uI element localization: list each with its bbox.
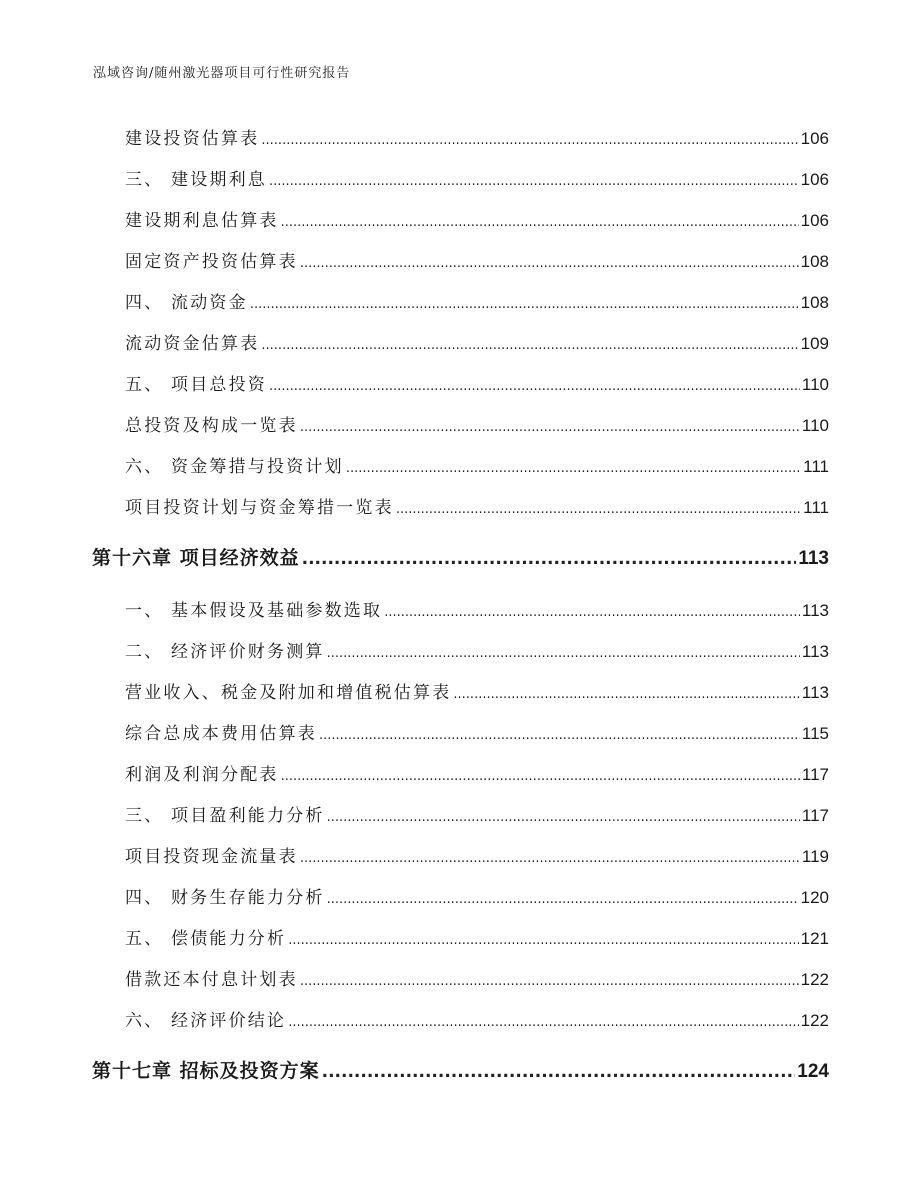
toc-entry[interactable] bbox=[125, 678, 829, 703]
toc-leader-dots bbox=[346, 461, 801, 476]
toc-leader-dots bbox=[281, 215, 799, 230]
toc-leader-dots bbox=[302, 549, 797, 569]
toc-chapter-entry[interactable] bbox=[92, 1056, 829, 1083]
toc-entry-page: 106 bbox=[800, 129, 829, 148]
toc-entry-title: 建设投资估算表 bbox=[125, 129, 260, 149]
toc-entry[interactable] bbox=[125, 370, 829, 395]
toc-leader-dots bbox=[327, 810, 800, 825]
toc-entry-title: 六、 资金筹措与投资计划 bbox=[125, 457, 344, 477]
toc-leader-dots bbox=[300, 420, 800, 435]
toc-entry-title: 三、 项目盈利能力分析 bbox=[125, 806, 325, 826]
toc-entry-title: 借款还本付息计划表 bbox=[125, 970, 298, 990]
toc-entry-page: 108 bbox=[800, 252, 829, 271]
toc-entry-title: 六、 经济评价结论 bbox=[125, 1011, 287, 1031]
toc-entry[interactable] bbox=[125, 206, 829, 231]
toc-entry[interactable] bbox=[125, 124, 829, 149]
toc-leader-dots bbox=[300, 851, 800, 866]
toc-entry-title: 三、 建设期利息 bbox=[125, 170, 268, 190]
toc-entry-title: 五、 项目总投资 bbox=[125, 375, 268, 395]
toc-entry[interactable] bbox=[125, 411, 829, 436]
running-header: 泓域咨询/随州激光器项目可行性研究报告 bbox=[93, 66, 351, 81]
toc-entry-page: 120 bbox=[800, 888, 829, 907]
toc-entry[interactable] bbox=[125, 452, 829, 477]
toc-leader-dots bbox=[261, 338, 798, 353]
toc-entry-title: 营业收入、税金及附加和增值税估算表 bbox=[125, 683, 452, 703]
toc-entry-title: 一、 基本假设及基础参数选取 bbox=[125, 601, 383, 621]
toc-entry-page: 110 bbox=[801, 416, 829, 435]
toc-entry-title: 项目投资现金流量表 bbox=[125, 847, 298, 867]
toc-entry[interactable] bbox=[125, 883, 829, 908]
toc-entry[interactable] bbox=[125, 924, 829, 949]
toc-leader-dots bbox=[250, 297, 799, 312]
toc-entry-page: 113 bbox=[801, 642, 829, 661]
toc-entry[interactable] bbox=[125, 719, 829, 744]
toc-entry-page: 110 bbox=[801, 375, 829, 394]
toc-entry-title: 流动资金估算表 bbox=[125, 334, 260, 354]
toc-entry-page: 111 bbox=[803, 457, 829, 476]
toc-entry[interactable] bbox=[125, 637, 829, 662]
toc-entry-page: 122 bbox=[800, 1011, 829, 1030]
toc-entry-title: 二、 经济评价财务测算 bbox=[125, 642, 325, 662]
toc-leader-dots bbox=[327, 646, 800, 661]
toc-leader-dots bbox=[281, 769, 800, 784]
toc-leader-dots bbox=[288, 1015, 798, 1030]
toc-leader-dots bbox=[261, 133, 798, 148]
toc-entry[interactable] bbox=[125, 596, 829, 621]
toc-entry-page: 121 bbox=[800, 929, 829, 948]
toc-entry-page: 111 bbox=[803, 498, 829, 517]
toc-entry-page: 106 bbox=[800, 211, 829, 230]
toc-entry-title: 总投资及构成一览表 bbox=[125, 416, 298, 436]
toc-leader-dots bbox=[453, 687, 799, 702]
toc-entry[interactable] bbox=[125, 247, 829, 272]
toc-entry-page: 115 bbox=[801, 724, 829, 743]
toc-entry-title: 综合总成本费用估算表 bbox=[125, 724, 317, 744]
toc-entry-title: 利润及利润分配表 bbox=[125, 765, 279, 785]
toc-leader-dots bbox=[322, 1062, 796, 1082]
toc-leader-dots bbox=[300, 256, 799, 271]
toc-entry[interactable] bbox=[125, 801, 829, 826]
toc-leader-dots bbox=[384, 605, 800, 620]
toc-entry[interactable] bbox=[125, 842, 829, 867]
toc-entry-title: 五、 偿债能力分析 bbox=[125, 929, 287, 949]
toc-entry-page: 117 bbox=[801, 765, 829, 784]
toc-entry-page: 109 bbox=[800, 334, 829, 353]
toc-leader-dots bbox=[269, 174, 799, 189]
toc-chapter-page: 113 bbox=[798, 548, 829, 569]
toc-entry-title: 四、 流动资金 bbox=[125, 293, 248, 313]
toc-chapter-title: 第十六章 项目经济效益 bbox=[92, 547, 300, 569]
toc-entry[interactable] bbox=[125, 288, 829, 313]
toc-entry[interactable] bbox=[125, 329, 829, 354]
toc-leader-dots bbox=[300, 974, 799, 989]
toc-entry-title: 建设期利息估算表 bbox=[125, 211, 279, 231]
toc-entry-page: 122 bbox=[800, 970, 829, 989]
toc-entry-page: 106 bbox=[800, 170, 829, 189]
toc-entry[interactable] bbox=[125, 760, 829, 785]
toc-entry[interactable] bbox=[125, 493, 829, 518]
toc-entry-page: 108 bbox=[800, 293, 829, 312]
toc-leader-dots bbox=[327, 892, 799, 907]
toc-entry-page: 113 bbox=[801, 601, 829, 620]
toc-entry[interactable] bbox=[125, 965, 829, 990]
toc-entry-title: 四、 财务生存能力分析 bbox=[125, 888, 325, 908]
toc-chapter-page: 124 bbox=[797, 1061, 829, 1082]
toc-leader-dots bbox=[396, 502, 801, 517]
toc-entry-page: 113 bbox=[801, 683, 829, 702]
toc-chapter-entry[interactable] bbox=[92, 543, 829, 570]
toc-entry[interactable] bbox=[125, 165, 829, 190]
toc-entry-title: 项目投资计划与资金筹措一览表 bbox=[125, 498, 394, 518]
toc-entry-page: 117 bbox=[801, 806, 829, 825]
toc-leader-dots bbox=[269, 379, 800, 394]
toc-entry-page: 119 bbox=[801, 847, 829, 866]
toc-leader-dots bbox=[288, 933, 798, 948]
toc-entry-title: 固定资产投资估算表 bbox=[125, 252, 298, 272]
toc-entry[interactable] bbox=[125, 1006, 829, 1031]
toc-chapter-title: 第十七章 招标及投资方案 bbox=[92, 1060, 320, 1082]
toc-leader-dots bbox=[319, 728, 800, 743]
